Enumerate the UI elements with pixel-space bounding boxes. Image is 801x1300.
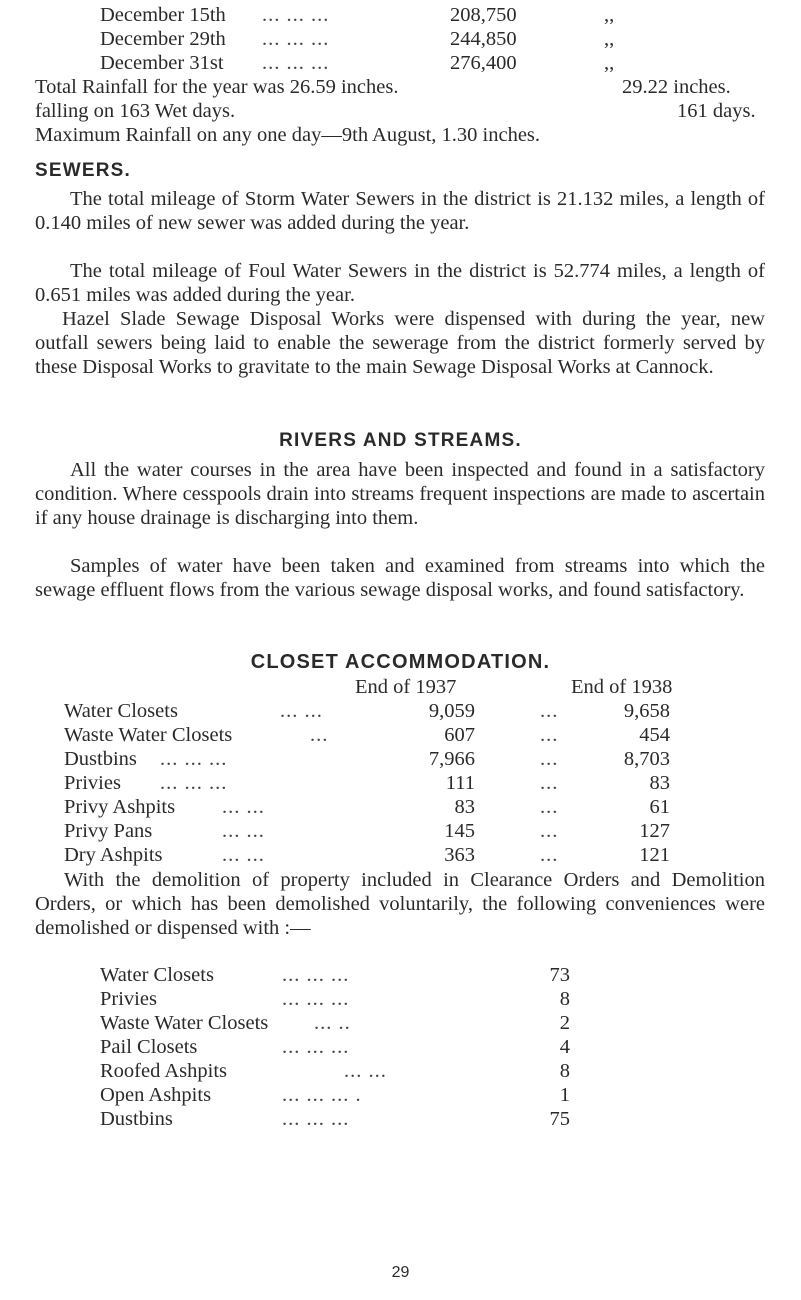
table-cell-1937: 363 xyxy=(444,844,475,866)
section-heading-sewers: SEWERS. xyxy=(35,160,132,181)
paragraph: With the demolition of property included in Clearance Orders and Demolition Orders, or which has been demolished voluntarily, the following conveniences were demolished or dispensed with :— xyxy=(35,869,765,939)
list-item-label: Roofed Ashpits xyxy=(100,1060,227,1082)
rainfall-date: December 31st xyxy=(100,52,224,74)
table-cell-1937: 607 xyxy=(444,724,475,746)
leader-dots: ... xyxy=(310,724,329,746)
table-cell-1938: 121 xyxy=(639,844,670,866)
list-item-label: Dustbins xyxy=(100,1108,173,1130)
list-item-label: Pail Closets xyxy=(100,1036,198,1058)
list-item-value: 2 xyxy=(559,1012,570,1034)
rainfall-wet-days-prev: 161 days. xyxy=(677,100,756,122)
rainfall-value: 276,400 xyxy=(450,52,517,74)
table-row-label: Dustbins xyxy=(64,748,137,770)
ditto-mark: ,, xyxy=(604,4,615,26)
table-cell-1938: 8,703 xyxy=(623,748,670,770)
table-row-label: Privy Pans xyxy=(64,820,153,842)
leader-dots: ... ... ... xyxy=(262,52,330,74)
table-cell-1938: 83 xyxy=(649,772,670,794)
paragraph: The total mileage of Foul Water Sewers in the district is 52.774 miles, a length of 0.651 miles was added during the year. xyxy=(35,260,765,306)
leader-dots: ... xyxy=(540,700,559,722)
leader-dots: ... .. xyxy=(314,1012,351,1034)
paragraph: Hazel Slade Sewage Disposal Works were dispensed with during the year, new outfall sewers being laid to enable the sewerage from the district formerly served by these Disposal Works to gravitate to the main Sewage Disposal Works at Cannock. xyxy=(35,308,765,378)
paragraph: Samples of water have been taken and examined from streams into which the sewage effluent flows from the various sewage disposal works, and found satisfactory. xyxy=(35,555,765,601)
leader-dots: ... ... ... xyxy=(282,1036,350,1058)
leader-dots: ... ... ... xyxy=(160,772,228,794)
list-item-value: 73 xyxy=(549,964,570,986)
ditto-mark: ,, xyxy=(604,52,615,74)
rainfall-total: Total Rainfall for the year was 26.59 inches. xyxy=(35,76,399,98)
leader-dots: ... ... ... xyxy=(160,748,228,770)
rainfall-value: 244,850 xyxy=(450,28,517,50)
list-item-value: 4 xyxy=(559,1036,570,1058)
leader-dots: ... xyxy=(540,796,559,818)
leader-dots: ... xyxy=(540,772,559,794)
table-row-label: Privies xyxy=(64,772,121,794)
rainfall-total-prev: 29.22 inches. xyxy=(622,76,731,98)
leader-dots: ... xyxy=(540,748,559,770)
leader-dots: ... ... xyxy=(222,796,265,818)
table-cell-1937: 9,059 xyxy=(428,700,475,722)
list-item-value: 75 xyxy=(549,1108,570,1130)
table-cell-1937: 111 xyxy=(445,772,475,794)
rainfall-wet-days: falling on 163 Wet days. xyxy=(35,100,236,122)
list-item-label: Privies xyxy=(100,988,157,1010)
table-row-label: Dry Ashpits xyxy=(64,844,163,866)
rainfall-date: December 15th xyxy=(100,4,226,26)
column-header-1938: End of 1938 xyxy=(571,676,673,698)
leader-dots: ... ... ... xyxy=(262,28,330,50)
list-item-label: Waste Water Closets xyxy=(100,1012,269,1034)
list-item-label: Water Closets xyxy=(100,964,214,986)
leader-dots: ... xyxy=(540,724,559,746)
list-item-value: 8 xyxy=(559,988,570,1010)
leader-dots: ... xyxy=(540,820,559,842)
ditto-mark: ,, xyxy=(604,28,615,50)
leader-dots: ... ... xyxy=(344,1060,387,1082)
leader-dots: ... ... ... xyxy=(262,4,330,26)
table-row-label: Privy Ashpits xyxy=(64,796,176,818)
leader-dots: ... ... ... xyxy=(282,1108,350,1130)
leader-dots: ... ... ... . xyxy=(282,1084,362,1106)
table-cell-1938: 9,658 xyxy=(623,700,670,722)
leader-dots: ... ... ... xyxy=(282,964,350,986)
rainfall-value: 208,750 xyxy=(450,4,517,26)
paragraph: The total mileage of Storm Water Sewers in the district is 21.132 miles, a length of 0.140 miles of new sewer was added during the year. xyxy=(35,188,765,234)
table-row-label: Water Closets xyxy=(64,700,178,722)
leader-dots: ... xyxy=(540,844,559,866)
column-header-1937: End of 1937 xyxy=(355,676,457,698)
list-item-label: Open Ashpits xyxy=(100,1084,212,1106)
table-cell-1938: 61 xyxy=(649,796,670,818)
leader-dots: ... ... xyxy=(222,844,265,866)
table-cell-1938: 454 xyxy=(639,724,670,746)
leader-dots: ... ... xyxy=(280,700,323,722)
table-cell-1937: 7,966 xyxy=(428,748,475,770)
table-cell-1938: 127 xyxy=(639,820,670,842)
list-item-value: 1 xyxy=(559,1084,570,1106)
table-row-label: Waste Water Closets xyxy=(64,724,233,746)
paragraph: All the water courses in the area have been inspected and found in a satisfactory condition. Where cesspools drain into streams frequent inspections are made to ascertain if any house drainage is discharging into them. xyxy=(35,459,765,529)
rainfall-maximum: Maximum Rainfall on any one day—9th August, 1.30 inches. xyxy=(35,124,541,146)
section-heading-rivers: RIVERS AND STREAMS. xyxy=(279,430,522,451)
list-item-value: 8 xyxy=(559,1060,570,1082)
table-cell-1937: 145 xyxy=(444,820,475,842)
section-heading-closet: CLOSET ACCOMMODATION. xyxy=(250,651,551,673)
leader-dots: ... ... ... xyxy=(282,988,350,1010)
rainfall-date: December 29th xyxy=(100,28,226,50)
page-number: 29 xyxy=(391,1264,410,1281)
leader-dots: ... ... xyxy=(222,820,265,842)
table-cell-1937: 83 xyxy=(454,796,475,818)
